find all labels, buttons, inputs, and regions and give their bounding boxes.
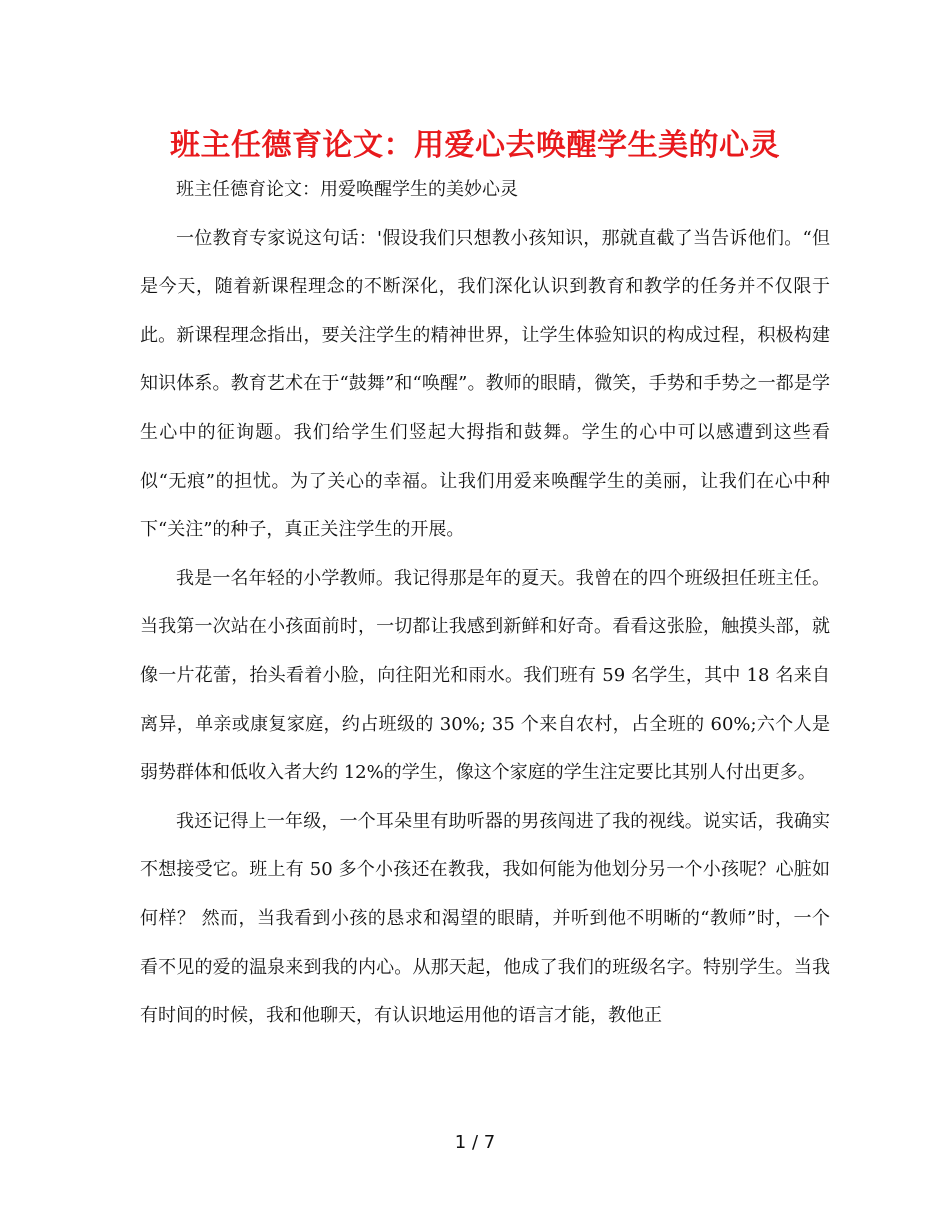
body-paragraph: 我是一名年轻的小学教师。我记得那是年的夏天。我曾在的四个班级担任班主任。当我第一次站在小孩面前时，一切都让我感到新鲜和好奇。看看这张脸，触摸头部，就像一片花蕾，抬头看着小脸，向往阳光和雨水。我们班有 59 名学生，其中 18 名来自离异，单亲或康复家庭，约占班级的 30%; 35 个来自农村，占全班的 60%;六个人是弱势群体和低收入者大约 12%的学生，像这个家庭的学生注定要比其别人付出更多。 <box>140 567 830 784</box>
subtitle-paragraph: 班主任德育论文：用爱唤醒学生的美妙心灵 <box>176 179 518 200</box>
page-title: 班主任德育论文：用爱心去唤醒学生美的心灵 <box>170 128 780 163</box>
page-number: 1 / 7 <box>454 1132 496 1153</box>
document-body <box>140 166 830 1041</box>
body-paragraph: 我还记得上一年级，一个耳朵里有助听器的男孩闯进了我的视线。说实话，我确实不想接受它。班上有 50 多个小孩还在教我，我如何能为他划分另一个小孩呢？心脏如何样？ 然而，当我看到小孩的恳求和渴望的眼睛，并听到他不明晰的“教师”时，一个看不见的爱的温泉来到我的内心。从那天起，他成了我们的班级名字。特别学生。当我有时间的时候，我和他聊天，有认识地运用他的语言才能，教他正 <box>140 810 830 1027</box>
body-paragraph: 一位教育专家说这句话：'假设我们只想教小孩知识，那就直截了当告诉他们。“但是今天，随着新课程理念的不断深化，我们深化认识到教育和教学的任务并不仅限于此。新课程理念指出，要关注学生的精神世界，让学生体验知识的构成过程，积极构建知识体系。教育艺术在于“鼓舞”和“唤醒”。教师的眼睛，微笑，手势和手势之一都是学生心中的征询题。我们给学生们竖起大拇指和鼓舞。学生的心中可以感遭到这些看似“无痕”的担忧。为了关心的幸福。让我们用爱来唤醒学生的美丽，让我们在心中种下“关注”的种子，真正关注学生的开展。 <box>140 227 830 541</box>
